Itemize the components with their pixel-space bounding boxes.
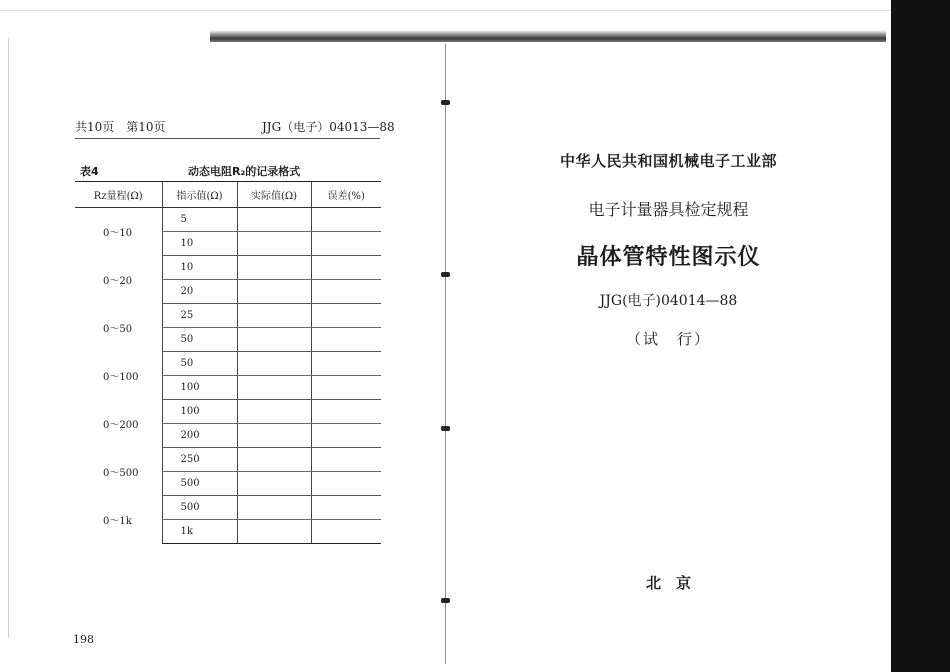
actual-cell — [237, 328, 311, 352]
page-gutter — [445, 44, 446, 664]
error-cell — [311, 280, 381, 304]
error-cell — [311, 400, 381, 424]
table-row — [75, 256, 381, 280]
error-cell — [311, 208, 381, 232]
range-cell: 0～1k — [103, 516, 132, 527]
error-cell — [311, 256, 381, 280]
standard-code-header: JJG（电子）04013—88 — [262, 120, 395, 134]
range-cell: 0～20 — [103, 276, 133, 287]
binding-mark — [441, 100, 450, 105]
indicated-cell: 25 — [162, 304, 237, 328]
binding-mark — [441, 272, 450, 277]
actual-cell — [237, 520, 311, 544]
actual-cell — [237, 376, 311, 400]
range-cell: 0～10 — [103, 228, 133, 240]
indicated-cell: 500 — [162, 496, 237, 520]
actual-cell — [237, 448, 311, 472]
table-row — [75, 352, 381, 376]
scan-left-edge — [8, 38, 9, 638]
record-table — [75, 181, 381, 544]
range-cell: 0～100 — [103, 372, 139, 383]
table-row — [75, 448, 381, 472]
range-cell: 0～50 — [103, 324, 133, 335]
issuing-organization: 中华人民共和国机械电子工业部 — [559, 152, 777, 170]
error-cell — [311, 232, 381, 256]
table-row — [75, 208, 381, 232]
range-cell: 0～500 — [103, 468, 139, 479]
range-cell: 0～200 — [103, 420, 139, 431]
binding-mark — [441, 598, 450, 603]
table-header-row — [75, 182, 381, 208]
indicated-cell: 10 — [162, 232, 237, 256]
table-row — [75, 304, 381, 328]
indicated-cell: 100 — [162, 400, 237, 424]
table-row — [75, 400, 381, 424]
scan-top-rule — [0, 10, 890, 11]
document-title: 晶体管特性图示仪 — [576, 245, 761, 270]
indicated-cell: 500 — [162, 472, 237, 496]
scan-right-border — [891, 0, 950, 672]
regulation-series: 电子计量器具检定规程 — [588, 200, 749, 219]
publication-city: 北 京 — [645, 574, 691, 592]
indicated-cell: 10 — [162, 256, 237, 280]
page-number: 198 — [73, 633, 94, 646]
error-cell — [311, 328, 381, 352]
actual-cell — [237, 496, 311, 520]
actual-cell — [237, 232, 311, 256]
error-cell — [311, 472, 381, 496]
actual-cell — [237, 352, 311, 376]
indicated-cell: 20 — [162, 280, 237, 304]
actual-cell — [237, 280, 311, 304]
error-cell — [311, 376, 381, 400]
trial-status: （试 行） — [625, 330, 711, 348]
error-cell — [311, 448, 381, 472]
table-row — [75, 496, 381, 520]
indicated-cell: 1k — [162, 520, 237, 544]
error-cell — [311, 304, 381, 328]
indicated-cell: 50 — [162, 328, 237, 352]
actual-cell — [237, 208, 311, 232]
actual-cell — [237, 304, 311, 328]
page-count-header: 共10页 第10页 — [75, 120, 166, 134]
binding-mark — [441, 426, 450, 431]
actual-cell — [237, 424, 311, 448]
document-code: JJG(电子)04014—88 — [599, 293, 738, 309]
indicated-cell: 200 — [162, 424, 237, 448]
table-number: 表4 — [80, 165, 99, 178]
indicated-cell: 100 — [162, 376, 237, 400]
actual-cell — [237, 400, 311, 424]
indicated-cell: 250 — [162, 448, 237, 472]
indicated-cell: 5 — [162, 208, 237, 232]
error-cell — [311, 352, 381, 376]
error-cell — [311, 424, 381, 448]
column-header-error: 误差(%) — [311, 182, 381, 208]
column-header-range: Rz量程(Ω) — [75, 182, 162, 208]
table-title: 动态电阻R₂的记录格式 — [188, 165, 301, 178]
actual-cell — [237, 472, 311, 496]
error-cell — [311, 520, 381, 544]
scan-top-shadow — [210, 30, 886, 42]
error-cell — [311, 496, 381, 520]
column-header-actual: 实际值(Ω) — [237, 182, 311, 208]
header-divider — [75, 138, 380, 139]
column-header-indicated: 指示值(Ω) — [162, 182, 237, 208]
indicated-cell: 50 — [162, 352, 237, 376]
actual-cell — [237, 256, 311, 280]
